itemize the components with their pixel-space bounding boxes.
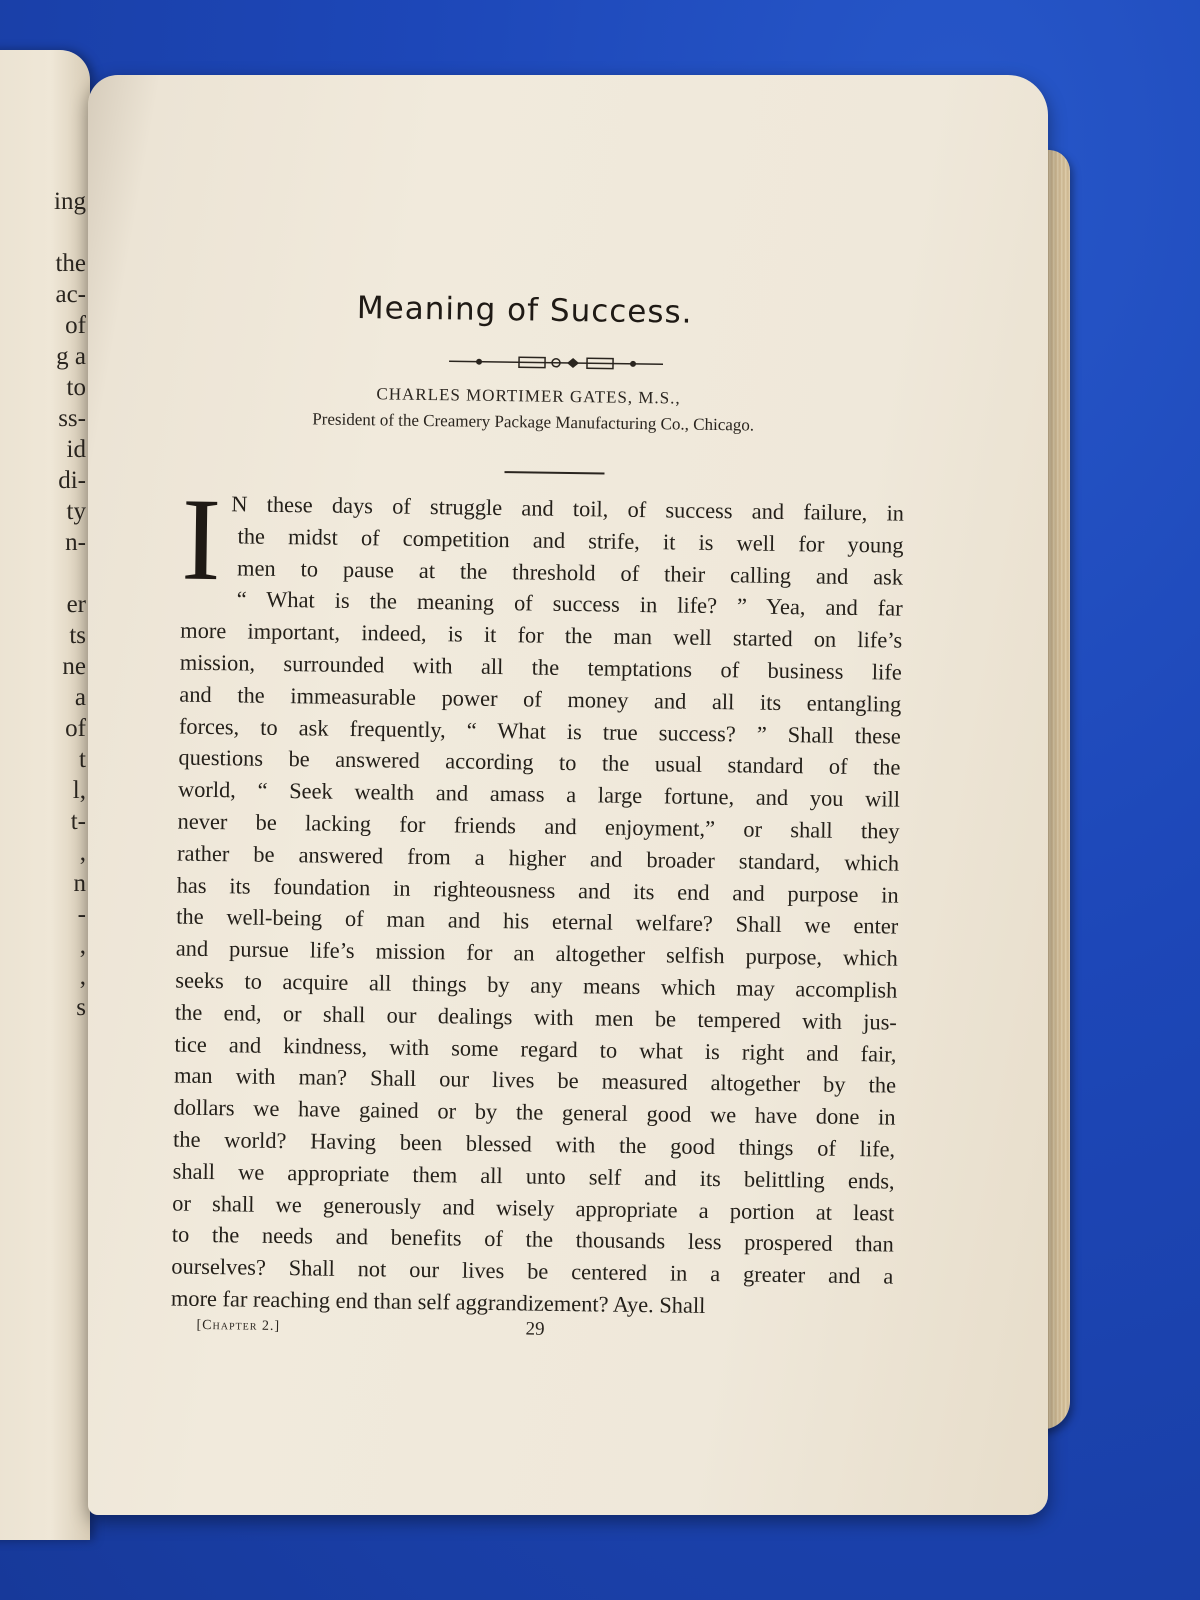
body-lines <box>170 473 905 1325</box>
left-page-fragment: di- <box>58 467 86 494</box>
text-line: or shall we generously and wisely appropriate a portion at least <box>172 1190 895 1226</box>
text-line: never be lacking for friends and enjoyment,” or shall they <box>177 808 900 844</box>
chapter-footer: [Chapter 2.] <box>196 1317 281 1335</box>
text-line: the world? Having been blessed with the good things of life, <box>172 1126 896 1162</box>
text-line: tice and kindness, with some regard to what is right and fair, <box>174 1031 897 1067</box>
text-line: mission, surrounded with all the temptations of business life <box>179 649 902 685</box>
ornament-divider-icon <box>449 353 663 372</box>
text-line: more far reaching end than self aggrandizement? Aye. Shall <box>170 1285 706 1318</box>
left-page-fragment: the <box>55 250 86 277</box>
text-line: forces, to ask frequently, “ What is true success? ” Shall these <box>178 713 902 749</box>
text-line: questions be answered according to the usual standard of the <box>178 744 901 781</box>
left-page <box>0 50 90 1540</box>
left-page-fragment: , <box>79 932 86 959</box>
author-name: CHARLES MORTIMER GATES, M.S., <box>376 384 681 408</box>
left-page-fragment: ts <box>69 622 86 649</box>
text-line: has its foundation in righteousness and its end and purpose in <box>176 872 899 908</box>
text-line: and pursue life’s mission for an altogether selfish purpose, which <box>175 935 898 971</box>
text-line: the end, or shall our dealings with men be tempered with jus- <box>174 999 898 1035</box>
left-page-fragment: ing <box>54 188 86 215</box>
text-line: “ What is the meaning of success in life? ” Yea, and far <box>236 586 903 622</box>
left-page-fragment <box>26 558 86 589</box>
left-page-fragment: ss- <box>58 405 86 432</box>
text-line: N these days of struggle and toil, of success and failure, in <box>231 491 905 526</box>
text-line: the midst of competition and strife, it is well for young <box>237 523 904 558</box>
book-page <box>88 75 1048 1515</box>
left-page-fragment: , <box>79 963 86 990</box>
text-line: the well-being of man and his eternal welfare? Shall we enter <box>176 903 899 939</box>
left-page-fragment: er <box>66 591 86 618</box>
left-page-fragment: s <box>76 994 86 1021</box>
left-page-text-fragments <box>26 186 86 1023</box>
left-page-fragment: of <box>65 312 86 339</box>
left-page-fragment: ac- <box>55 281 86 308</box>
author-affiliation: President of the Creamery Package Manufacturing Co., Chicago. <box>312 409 755 435</box>
left-page-fragment: ty <box>66 498 86 525</box>
left-page-fragment: - <box>77 901 86 928</box>
text-line: ourselves? Shall not our lives be centered in a greater and a <box>171 1253 894 1289</box>
left-page-fragment: to <box>66 374 86 401</box>
text-line: dollars we have gained or by the general good we have done in <box>173 1094 896 1130</box>
text-line: seeks to acquire all things by any means which may accomplish <box>175 967 898 1003</box>
left-page-fragment: id <box>66 436 86 463</box>
left-page-fragment: t- <box>70 808 86 835</box>
text-line: man with man? Shall our lives be measured altogether by the <box>173 1062 897 1098</box>
left-page-fragment: ne <box>62 653 86 680</box>
text-line: world, “ Seek wealth and amass a large fortune, and you will <box>177 776 901 812</box>
body-text <box>170 473 905 1325</box>
left-page-fragment: g a <box>56 343 86 370</box>
text-line: more important, indeed, is it for the man well started on life’s <box>180 617 903 653</box>
left-page-fragment: l, <box>72 777 86 804</box>
left-page-fragment <box>26 217 86 248</box>
left-page-fragment: a <box>74 684 86 711</box>
chapter-title: Meaning of Success. <box>356 290 693 331</box>
text-line: men to pause at the threshold of their calling and ask <box>236 554 904 590</box>
text-line: shall we appropriate them all unto self and its belittling ends, <box>172 1158 895 1194</box>
left-page-fragment: n- <box>65 529 86 556</box>
text-line: to the needs and benefits of the thousands less prospered than <box>171 1221 894 1257</box>
left-page-fragment: of <box>65 715 86 742</box>
left-page-fragment: t <box>79 746 86 773</box>
section-rule <box>504 471 604 474</box>
drop-cap: I <box>180 473 222 606</box>
left-page-fragment: n <box>73 870 86 897</box>
text-line: rather be answered from a higher and broader standard, which <box>176 840 900 876</box>
left-page-fragment: , <box>79 839 86 866</box>
page-number: 29 <box>525 1318 545 1340</box>
text-line: and the immeasurable power of money and all its entangling <box>179 681 902 717</box>
